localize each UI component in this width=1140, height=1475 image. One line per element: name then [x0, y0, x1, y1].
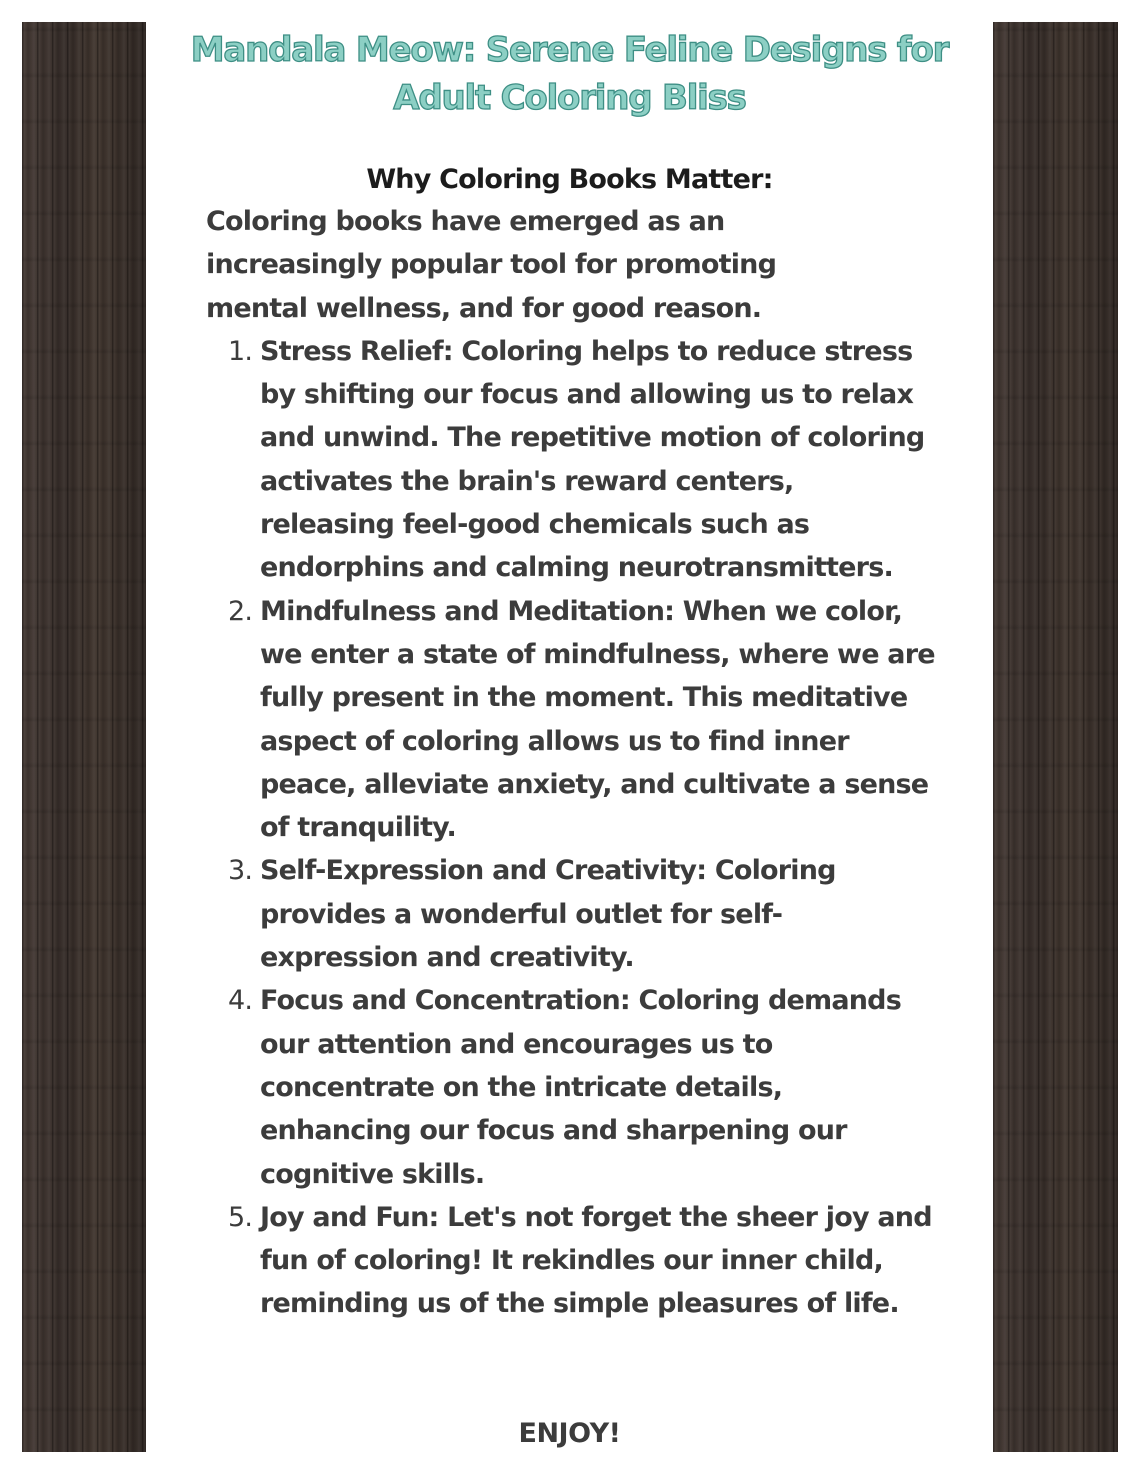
list-item	[206, 1196, 936, 1326]
list-item-text: Mindfulness and Meditation: When we color, we enter a state of mindfulness, where we are fully present in the moment. This meditative aspect of coloring allows us to find inner peace, alleviate anxiety, and cultivate a sense of tranquility.	[260, 595, 935, 844]
list-item-text: Stress Relief: Coloring helps to reduce stress by shifting our focus and allowing us to relax and unwind. The repetitive motion of coloring activates the brain's reward centers, releasing feel-good chemicals such as endorphins and calming neurotransmitters.	[260, 335, 925, 584]
list-item-text: Focus and Concentration: Coloring demands our attention and encourages us to concentrate on the intricate details, enhancing our focus and sharpening our cognitive skills.	[260, 985, 901, 1190]
list-item-number: 3.	[228, 855, 253, 887]
list-item-number: 1.	[228, 335, 253, 367]
list-item	[206, 849, 936, 979]
benefits-list	[206, 330, 936, 1326]
list-item-number: 4.	[228, 985, 253, 1017]
list-item-number: 5.	[228, 1201, 253, 1233]
list-item-text: Joy and Fun: Let's not forget the sheer joy and fun of coloring! It rekindles our inner child, reminding us of the simple pleasures of life.	[260, 1201, 932, 1320]
list-item	[206, 590, 936, 850]
left-wood-panel	[22, 22, 146, 1452]
list-item-number: 2.	[228, 595, 253, 627]
list-item	[206, 979, 936, 1195]
page-title: Mandala Meow: Serene Feline Designs for Adult Coloring Bliss	[190, 30, 949, 118]
list-item	[206, 330, 936, 590]
section-heading: Why Coloring Books Matter:	[366, 164, 773, 195]
closing-text: ENJOY!	[518, 1418, 621, 1449]
intro-paragraph: Coloring books have emerged as an increasingly popular tool for promoting mental wellness, and for good reason.	[206, 206, 777, 324]
body-text	[206, 200, 936, 1326]
list-item-text: Self-Expression and Creativity: Coloring provides a wonderful outlet for self-expression and creativity.	[260, 855, 836, 974]
content-panel	[146, 0, 993, 1475]
right-wood-panel	[993, 22, 1118, 1452]
